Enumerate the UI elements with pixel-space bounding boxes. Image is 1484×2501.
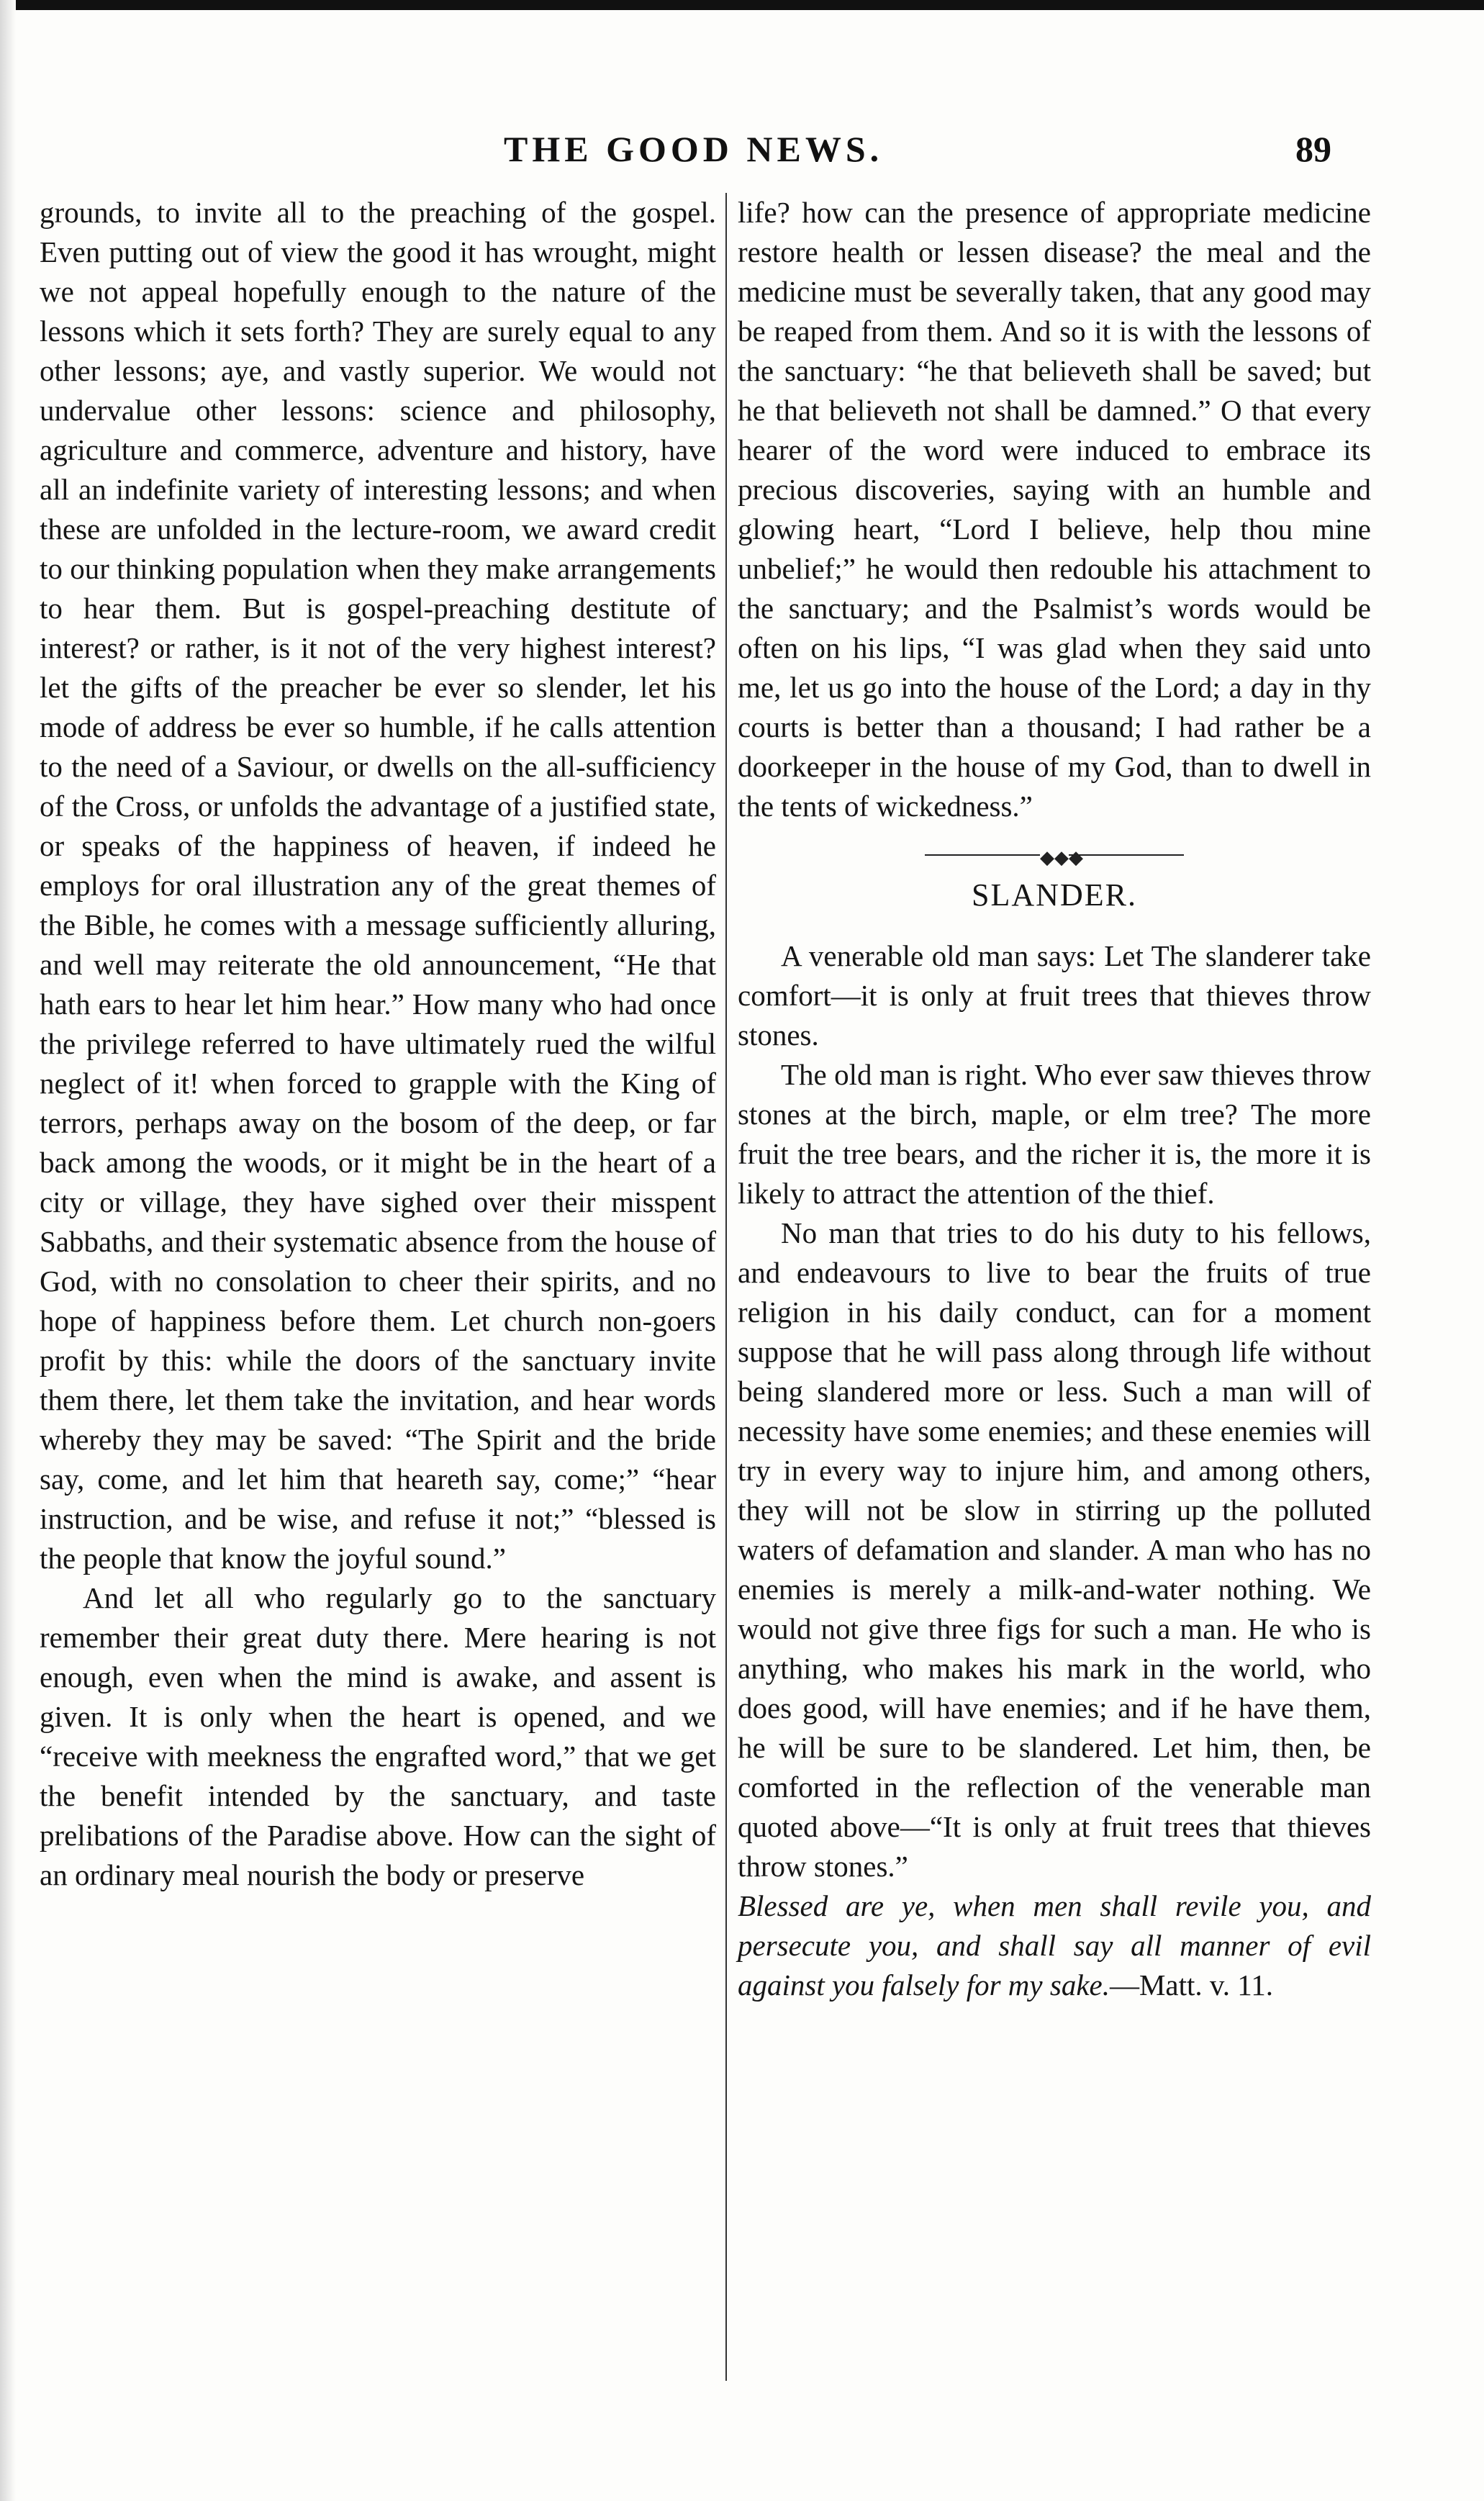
scripture-reference: —Matt. v. 11. [1109,1968,1273,2002]
section-title: SLANDER. [972,877,1137,913]
page-number: 89 [1295,129,1331,169]
right-column [738,193,1371,2005]
page-edge-shadow [0,0,16,2501]
running-title: THE GOOD NEWS. [504,129,884,169]
left-column [40,193,716,1895]
top-border [0,0,1484,10]
scripture-text: Blessed are ye, when men shall revile you, and persecute you, and shall say all manner of evil against you falsely for my sake. [738,1889,1371,2002]
slander-paragraph-2: The old man is right. Who ever saw thieves throw stones at the birch, maple, or elm tree? The more fruit the tree bears, and the richer it is, the more it is likely to attract the attention of the thief. [738,1058,1371,1210]
right-continuation-paragraph: life? how can the presence of appropriate medicine restore health or lessen disease? the meal and the medicine must be severally taken, that any good may be reaped from them. And so it is with the lessons of the sanctuary: “he that believeth shall be saved; but he that believeth not shall be damned.” O that every hearer of the word were induced to embrace its precious discoveries, saying with an humble and glowing heart, “Lord I believe, help thou mine unbelief;” he would then redouble his attachment to the sanctuary; and the Psalmist’s words would be often on his lips, “I was glad when they said unto me, let us go into the house of the Lord; a day in thy courts is better than a thousand; I had rather be a doorkeeper in the house of my God, than to dwell in the tents of wickedness.” [738,196,1371,823]
slander-paragraph-1: A venerable old man says: Let The slanderer take comfort—it is only at fruit trees that thieves throw stones. [738,939,1371,1051]
slander-paragraph-3: No man that tries to do his duty to his fellows, and endeavours to live to bear the fruits of true religion in his daily conduct, can for a moment suppose that he will pass along through life without being slandered more or less. Such a man will of necessity have some enemies; and these enemies will try in every way to injure him, and among others, they will not be slow in stirring up the polluted waters of defamation and slander. A man who has no enemies is merely a milk-and-water nothing. We would not give three figs for such a man. He who is anything, who makes his mark in the world, who does good, will have enemies; and if he have them, he will be sure to be slandered. Let him, then, be comforted in the reflection of the venerable man quoted above—“It is only at fruit trees that thieves throw stones.” [738,1216,1371,1883]
scripture-quote [738,1886,1371,2005]
left-paragraph-2: And let all who regularly go to the sanctuary remember their great duty there. Mere hearing is not enough, even when the mind is awake, and assent is given. It is only when the heart is opened, and we “receive with meekness the engrafted word,” that we get the benefit intended by the sanctuary, and taste prelibations of the Paradise above. How can the sight of an ordinary meal nourish the body or preserve [40,1581,716,1891]
diamond-ornament-icon: ◆◆◆ [1040,838,1069,877]
left-paragraph-1: grounds, to invite all to the preaching of the gospel. Even putting out of view the good it has wrought, might we not appeal hopefully enough to the nature of the lessons which it sets forth? They are surely equal to any other lessons; aye, and vastly superior. We would not undervalue other lessons: science and philosophy, agriculture and commerce, adventure and history, have all an indefinite variety of interesting lessons; and when these are unfolded in the lecture-room, we award credit to our thinking population when they make arrangements to hear them. But is gospel-preaching destitute of interest? or rather, is it not of the very highest interest? let the gifts of the preacher be ever so slender, let his mode of address be ever so humble, if he calls attention to the need of a Saviour, or dwells on the all-sufficiency of the Cross, or unfolds the advantage of a justified state, or speaks of the happiness of heaven, if indeed he employs for oral illustration any of the great themes of the Bible, he comes with a message sufficiently alluring, and well may reiterate the old announcement, “He that hath ears to hear let him hear.” How many who had once the privilege referred to have ultimately rued the wilful neglect of it! when forced to grapple with the King of terrors, perhaps away on the bosom of the deep, or far back among the woods, or it might be in the heart of a city or village, they have sighed over their misspent Sabbaths, and their systematic absence from the house of God, with no consolation to cheer their spirits, and no hope of happiness before them. Let church non-goers profit by this: while the doors of the sanctuary invite them there, let them take the invitation, and hear words whereby they may be saved: “The Spirit and the bride say, come, and let him that heareth say, come;” “hear instruction, and be wise, and refuse it not;” “blessed is the people that know the joyful sound.” [40,196,716,1575]
column-divider [725,193,727,2381]
section-divider [925,847,1184,868]
page-header [0,128,1484,186]
